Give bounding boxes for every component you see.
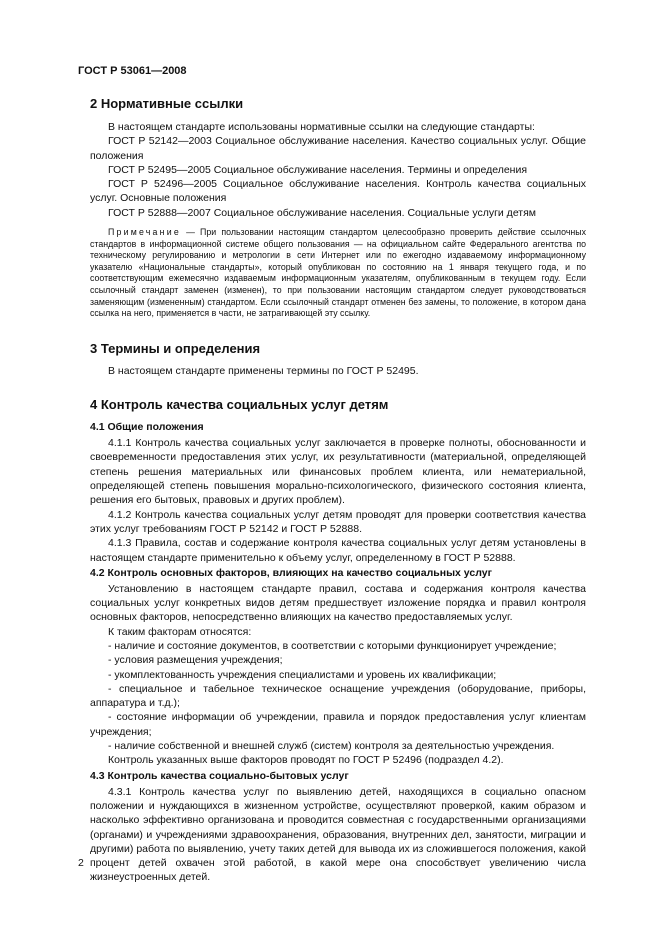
reference-item: ГОСТ Р 52496—2005 Социальное обслуживание населения. Контроль качества социальных услуг. Основные положения bbox=[90, 178, 586, 205]
page-number: 2 bbox=[78, 857, 84, 869]
reference-note bbox=[90, 227, 586, 320]
section-3-text: В настоящем стандарте применены термины по ГОСТ Р 52495. bbox=[108, 364, 419, 377]
note-text: — При пользовании настоящим стандартом целесообразно проверить действие ссылочных стандартов в информационной системе общего пользования — на официальном сайте Федерального агентства по техническому регулированию и метрологии в сети Интернет или по ежегодно издаваемому информационному указателю «Национальные стандарты», который опубликован по состоянию на 1 января текущего года, и по соответствующим ежемесячно издаваемым информационным указателям, опубликованным в текущем году. Если ссылочный стандарт заменен (изменен), то при пользовании настоящим стандартом следует руководствоваться заменяющим (измененным) стандартом. Если ссылочный стандарт отменен без замены, то положение, в котором дана ссылка на него, применяется в части, не затрагивающей эту ссылку. bbox=[90, 227, 586, 319]
paragraph-4-1-1: 4.1.1 Контроль качества социальных услуг заключается в проверке полноты, обоснованности и своевременности предоставления этих услуг, их результативности (материальной, определяющей степень решения материальных или финансовых проблем клиента, или нематериальной, определяющей степень повышения морально-психологического, физического состояния клиента, решения его бытовых, правовых и других проблем). bbox=[90, 437, 586, 507]
paragraph-4-3-1: 4.3.1 Контроль качества услуг по выявлению детей, находящихся в социально опасном положении и нуждающихся в жизненном устройстве, осуществляют проверкой, каким образом и насколько эффективно организована и проводится совместная с государственными организациями (органами) и учреждениями здравоохранения, образования, внутренних дел, занятости, миграции и другими) работа по выявлению, учету таких детей для вывода их из сложившегося положения, какой процент детей охвачен этой работой, в какой мере она способствует увеличению числа жизнеустроенных детей. bbox=[90, 785, 586, 884]
document-code-header: ГОСТ Р 53061—2008 bbox=[78, 65, 187, 77]
factor-list-item: - специальное и табельное техническое оснащение учреждения (оборудование, приборы, аппаратура и т.д.); bbox=[90, 682, 586, 710]
page-content bbox=[90, 96, 586, 885]
reference-item: ГОСТ Р 52888—2007 Социальное обслуживание населения. Социальные услуги детям bbox=[108, 206, 537, 219]
paragraph-4-1-2: 4.1.2 Контроль качества социальных услуг детям проводят для проверки соответствия качества этих услуг требованиям ГОСТ Р 52142 и ГОСТ Р 52888. bbox=[90, 508, 586, 535]
paragraph-4-2-control: Контроль указанных выше факторов проводят по ГОСТ Р 52496 (подраздел 4.2). bbox=[108, 754, 504, 767]
factor-list-item: - условия размещения учреждения; bbox=[108, 654, 283, 667]
factor-list-item: - наличие и состояние документов, в соответствии с которыми функционирует учреждение; bbox=[108, 639, 557, 652]
note-label: Примечание bbox=[108, 227, 181, 238]
section-2-intro: В настоящем стандарте использованы нормативные ссылки на следующие стандарты: bbox=[108, 121, 535, 133]
subsection-4-1-title: 4.1 Общие положения bbox=[90, 421, 204, 434]
factor-list-item: - наличие собственной и внешней служб (систем) контроля за деятельностью учреждения. bbox=[108, 740, 555, 753]
factor-list-item: - состояние информации об учреждении, правила и порядок предоставления услуг клиентам учреждения; bbox=[90, 711, 586, 738]
subsection-4-2-title: 4.2 Контроль основных факторов, влияющих на качество социальных услуг bbox=[90, 566, 492, 579]
section-2-title: 2 Нормативные ссылки bbox=[90, 96, 244, 111]
subsection-4-3-title: 4.3 Контроль качества социально-бытовых услуг bbox=[90, 769, 349, 782]
section-4-title: 4 Контроль качества социальных услуг детям bbox=[90, 397, 389, 413]
paragraph-4-2-intro: Установлению в настоящем стандарте правил, состава и содержания контроля качества социальных услуг конкретных видов детям предшествует изложение порядка и правил контроля основных факторов, непосредственно влияющих на качество предоставляемых услуг. bbox=[90, 582, 586, 624]
paragraph-4-1-3: 4.1.3 Правила, состав и содержание контроля качества социальных услуг детям установлены в настоящем стандарте применительно к объему услуг, определенному в ГОСТ Р 52888. bbox=[90, 537, 586, 564]
reference-item: ГОСТ Р 52495—2005 Социальное обслуживание населения. Термины и определения bbox=[108, 163, 528, 176]
reference-item: ГОСТ Р 52142—2003 Социальное обслуживание населения. Качество социальных услуг. Общие положения bbox=[90, 135, 586, 162]
paragraph-4-2-factors: К таким факторам относятся: bbox=[108, 625, 252, 638]
section-3-title: 3 Термины и определения bbox=[90, 340, 261, 356]
factor-list-item: - укомплектованность учреждения специалистами и уровень их квалификации; bbox=[108, 668, 497, 681]
